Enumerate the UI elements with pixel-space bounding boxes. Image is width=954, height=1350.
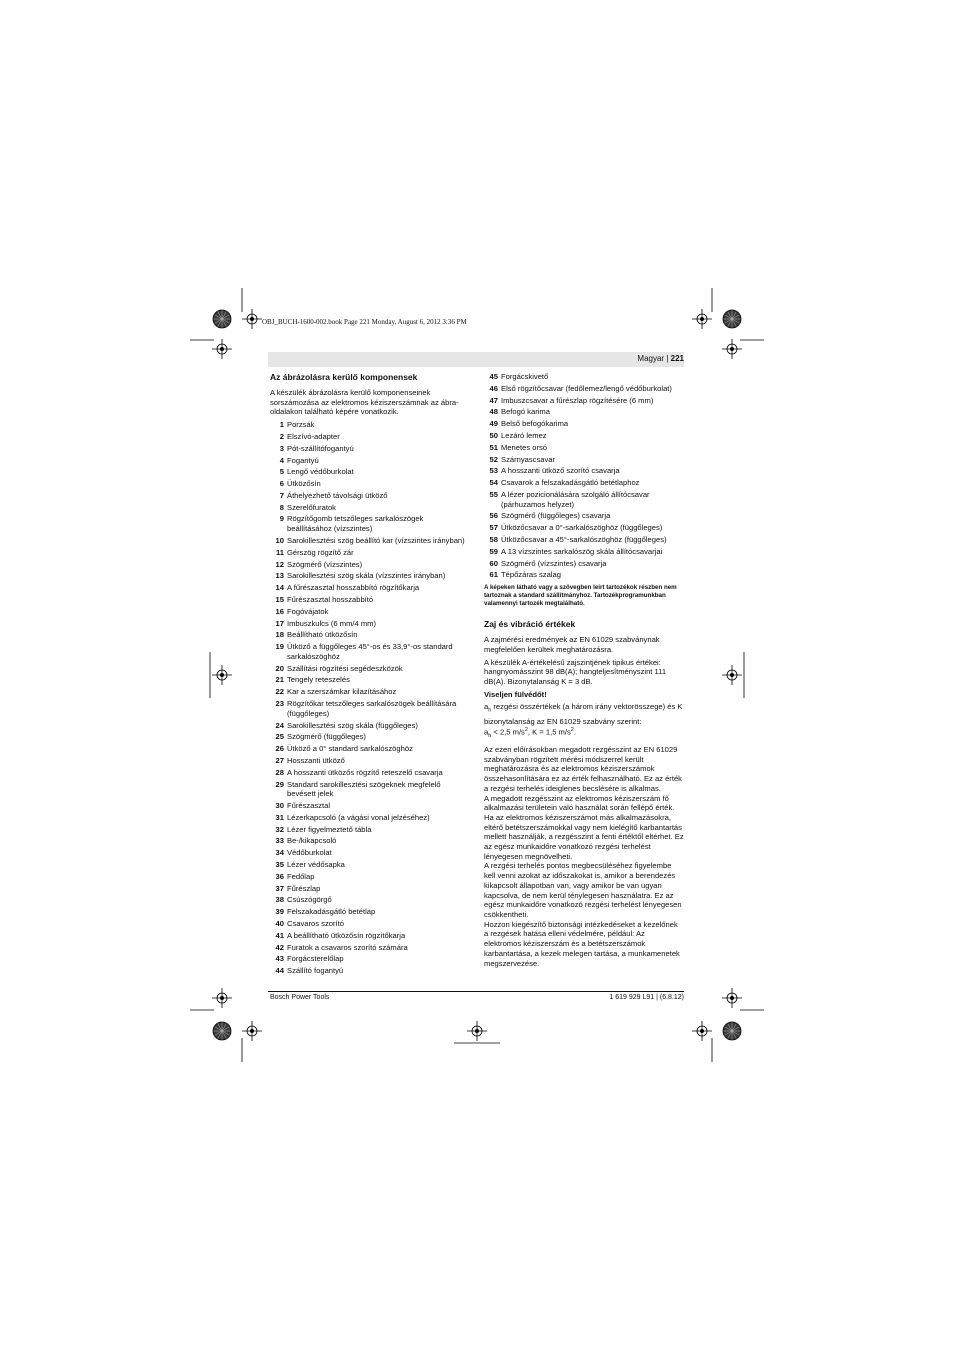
components-heading: Az ábrázolásra kerülő komponensek: [270, 372, 418, 382]
component-item: [270, 491, 470, 501]
component-item: [270, 571, 470, 581]
component-number: 13: [275, 571, 284, 581]
component-item: [270, 919, 470, 929]
component-item: [270, 444, 470, 454]
component-number: 14: [275, 583, 284, 593]
component-item: [270, 756, 470, 766]
component-label: Menetes orsó: [501, 442, 548, 452]
noise-paragraph-5: A megadott rezgésszint az elektromos kéziszerszám fő alkalmazási területein való használat során fellépő érték. Ha az elektromos kéziszerszámot más alkalmazásokra, eltérő betétszerszámokkal vagy nem kielégítő karbantartás mellett használják, a rezgésszint a fenti értéktől eltérhet. Ez az egész munkaidőre vonatkozó rezgési terhelést lényegesen megnövelheti.: [484, 793, 684, 861]
component-number: 21: [275, 675, 284, 685]
color-registration-wheel: [723, 310, 741, 328]
component-item: [270, 560, 470, 570]
component-number: 12: [275, 559, 284, 569]
component-item: [270, 595, 470, 605]
component-number: 2: [279, 431, 284, 441]
component-number: 29: [275, 779, 284, 789]
color-registration-wheel: [723, 1022, 741, 1040]
component-item: [270, 825, 470, 835]
component-number: 53: [489, 466, 498, 476]
component-number: 25: [275, 732, 284, 742]
component-label: Fűrészasztal hosszabbító: [287, 594, 374, 604]
component-number: 8: [279, 502, 284, 512]
component-item: [270, 744, 470, 754]
component-item: [484, 466, 684, 476]
component-number: 10: [275, 535, 284, 545]
component-number: 60: [489, 558, 498, 568]
component-item: [270, 479, 470, 489]
component-list-right: [484, 372, 684, 580]
component-label: Ütközőcsavar a 0°-sarkalószöghöz (függőleges): [501, 523, 663, 533]
component-number: 48: [489, 407, 498, 417]
component-label: Lengő védőburkolat: [287, 467, 354, 477]
component-number: 7: [279, 490, 284, 500]
component-label: Belső befogókarima: [501, 419, 569, 429]
component-item: [270, 884, 470, 894]
component-item: [270, 860, 470, 870]
component-number: 11: [275, 547, 284, 557]
component-number: 16: [275, 606, 284, 616]
noise-paragraph-6: A rezgési terhelés pontos megbecsüléséhez figyelembe kell venni azokat az időszakokat is, amikor a berendezés kikapcsolt állapotban van, vagy amikor be van ugyan kapcsolva, de nem kerül ténylegesen használatra. Ez az egész munkaidőre vonatkozó rezgési terhelést lényegesen csökkentheti.: [484, 861, 682, 919]
registration-crosshair: [692, 309, 712, 329]
component-number: 4: [279, 455, 284, 465]
component-item: [484, 431, 684, 441]
component-label: A beállítható ütközősín rögzítőkarja: [287, 930, 406, 940]
component-number: 22: [275, 687, 284, 697]
component-label: Sarokillesztési szög skála (függőleges): [287, 720, 418, 730]
header-language: Magyar |: [637, 354, 669, 363]
component-label: Kar a szerszámkar kilazításához: [287, 687, 397, 697]
component-item: [484, 547, 684, 557]
component-label: Befogó karima: [501, 407, 550, 417]
component-item: [270, 456, 470, 466]
component-number: 44: [275, 966, 284, 976]
component-number: 24: [275, 720, 284, 730]
noise-paragraph-7: Hozzon kiegészítő biztonsági intézkedéseket a kezelőnek a rezgések hatása elleni védelmére, például: Az elektromos kéziszerszám és a betétszerszámok karbantartása, a kezek melegen tartása, a munkamenetek megszervezése.: [484, 919, 680, 968]
component-number: 34: [275, 848, 284, 858]
component-label: Imbuszcsavar a fűrészlap rögzítésére (6 mm): [501, 395, 654, 405]
component-label: Fogantyú: [287, 455, 319, 465]
component-number: 18: [275, 630, 284, 640]
page-header: [637, 354, 684, 363]
components-intro: A készülék ábrázolásra kerülő komponenseinek sorszámozása az elektromos kéziszerszámnak az ábra-oldalakon található képére vonatkozik.: [270, 388, 459, 417]
component-label: Lézer figyelmeztető tábla: [287, 824, 372, 834]
component-label: Tépőzáras szalag: [501, 570, 561, 580]
component-label: Ütköző a 0° standard sarkalószöghöz: [287, 744, 413, 754]
component-number: 46: [489, 383, 498, 393]
component-number: 30: [275, 801, 284, 811]
component-number: 45: [489, 372, 498, 381]
left-column: [270, 372, 470, 978]
color-registration-wheel: [213, 1022, 231, 1040]
component-number: 17: [275, 618, 284, 628]
registration-crosshair: [212, 339, 232, 359]
component-item: [270, 536, 470, 546]
component-label: Rögzítőkar tetszőleges sarkalószögek beállítására (függőleges): [287, 699, 457, 718]
component-item: [270, 943, 470, 953]
component-label: Szögmérő (vízszintes) csavarja: [501, 558, 607, 568]
component-number: 41: [275, 930, 284, 940]
component-label: Sarokillesztési szög beállító kar (vízszintes irányban): [287, 535, 465, 545]
component-label: A lézer pozicionálására szolgáló állítócsavar (párhuzamos helyzet): [501, 489, 650, 509]
component-label: Ütközősín: [287, 479, 321, 489]
component-number: 19: [275, 642, 284, 652]
component-label: Szállítási rögzítési segédeszközök: [287, 663, 403, 673]
component-item: [484, 407, 684, 417]
component-number: 32: [275, 824, 284, 834]
component-item: [270, 420, 470, 430]
component-item: [484, 443, 684, 453]
component-list-left: [270, 420, 470, 976]
component-number: 42: [275, 942, 284, 952]
component-item: [270, 931, 470, 941]
component-label: Fűrészlap: [287, 883, 321, 893]
hearing-protection-warning: Viseljen fülvédőt!: [484, 689, 547, 699]
component-label: Be-/kikapcsoló: [287, 836, 337, 846]
noise-paragraph-4: Az ezen előírásokban megadott rezgésszint az EN 61029 szabványban rögzített mérési módszerrel került meghatározásra és az elektromos kéziszerszámok összehasonlítására ez az érték felhasználható. Ez az érték a rezgési terhelés ideiglenes becslésére is alkalmas.: [484, 745, 682, 793]
registration-crosshair: [722, 988, 742, 1008]
vibration-values: $a_h$ rezgési összértékek (a három irány vektorösszege) és K bizonytalanság az EN 61029 szabvány szerint: $a_h < 2,5$ $m/s^2$, K = 1,5 $m/s^2$.: [484, 702, 683, 740]
component-item: [484, 372, 684, 382]
print-metadata: OBJ_BUCH-1600-002.book Page 221 Monday, August 6, 2012 3:36 PM: [262, 318, 467, 326]
component-item: [270, 801, 470, 811]
component-label: Áthelyezhető távolsági ütköző: [287, 490, 388, 500]
component-label: Felszakadásgátló betétlap: [287, 907, 376, 917]
component-item: [484, 419, 684, 429]
component-item: [484, 396, 684, 406]
component-number: 51: [489, 442, 498, 452]
component-label: Csúszógörgő: [287, 895, 332, 905]
component-item: [484, 478, 684, 488]
component-number: 36: [275, 871, 284, 881]
component-number: 57: [489, 523, 498, 533]
component-item: [270, 721, 470, 731]
component-label: Szögmérő (függőleges) csavarja: [501, 511, 611, 521]
component-number: 23: [275, 699, 284, 709]
component-item: [270, 872, 470, 882]
component-item: [270, 548, 470, 558]
component-label: Fedőlap: [287, 871, 315, 881]
component-item: [270, 699, 470, 718]
component-item: [270, 768, 470, 778]
component-item: [484, 559, 684, 569]
component-item: [270, 503, 470, 513]
component-label: Porzsák: [287, 420, 315, 430]
component-label: Ütköző a függőleges 45°-os és 33,9°-os standard sarkalószöghöz: [287, 642, 453, 661]
component-label: Fűrészasztal: [287, 801, 331, 811]
registration-crosshair: [467, 1021, 487, 1041]
component-item: [484, 570, 684, 580]
accessories-note: A képeken látható vagy a szövegben leírt tartozékok részben nem tartoznak a standard szállítmányhoz. Tartozékprogramunkban valamennyi tartozék megtalálható.: [484, 584, 677, 608]
component-label: Szögmérő (vízszintes): [287, 559, 363, 569]
component-item: [270, 907, 470, 917]
component-label: Sarokillesztési szög skála (vízszintes irányban): [287, 571, 446, 581]
component-number: 47: [489, 395, 498, 405]
component-item: [270, 675, 470, 685]
component-item: [270, 895, 470, 905]
component-label: A fűrészasztal hosszabbító rögzítőkarja: [287, 583, 420, 593]
component-label: Furatok a csavaros szorító számára: [287, 942, 408, 952]
component-number: 37: [275, 883, 284, 893]
footer-rule: [268, 991, 684, 992]
registration-crosshair: [692, 1021, 712, 1041]
component-label: Hosszanti ütköző: [287, 755, 345, 765]
component-label: Szögmérő (függőleges): [287, 732, 366, 742]
component-label: Csavaros szorító: [287, 919, 344, 928]
component-item: [270, 514, 470, 533]
footer-brand: Bosch Power Tools: [270, 994, 330, 1001]
component-number: 20: [275, 663, 284, 673]
registration-crosshair: [212, 665, 232, 685]
component-number: 3: [279, 443, 284, 453]
component-number: 6: [279, 479, 284, 489]
right-column: [484, 372, 684, 971]
component-number: 15: [275, 594, 284, 604]
component-item: [270, 966, 470, 976]
noise-heading: Zaj és vibráció értékek: [484, 619, 576, 630]
noise-paragraph-1: A zajmérési eredmények az EN 61029 szabványnak megfelelően kerültek meghatározásra.: [484, 635, 660, 654]
header-bar: [268, 352, 684, 367]
footer-document-code: 1 619 929 L91 | (6.8.12): [609, 994, 684, 1001]
noise-paragraph-2: A készülék A-értékelésű zajszintjének tipikus értékei: hangnyomásszint 98 dB(A); hangteljesítményszint 111 dB(A). Bizonytalanság K = 3 dB.: [484, 657, 667, 686]
component-label: Gérszög rögzítő zár: [287, 547, 354, 557]
component-label: A hosszanti ütköző szorító csavarja: [501, 466, 620, 476]
component-label: Ütközőcsavar a 45°-sarkalószöghöz (függőleges): [501, 535, 667, 545]
component-label: Első rögzítőcsavar (fedőlemez/lengő védőburkolat): [501, 383, 672, 393]
registration-crosshair: [722, 339, 742, 359]
component-item: [270, 583, 470, 593]
component-number: 33: [275, 836, 284, 846]
component-number: 35: [275, 860, 284, 870]
component-number: 43: [275, 954, 284, 964]
component-item: [270, 813, 470, 823]
component-label: Lézerkapcsoló (a vágási vonal jelzéséhez): [287, 812, 430, 822]
registration-crosshair: [212, 988, 232, 1008]
component-label: Szállító fogantyú: [287, 966, 344, 976]
component-number: 1: [279, 420, 284, 430]
component-label: Beállítható ütközősín: [287, 630, 358, 640]
component-number: 56: [489, 511, 498, 521]
component-item: [484, 490, 684, 509]
component-label: Lezáró lemez: [501, 430, 547, 440]
component-number: 31: [275, 812, 284, 822]
component-item: [270, 467, 470, 477]
component-number: 49: [489, 419, 498, 429]
component-label: Lézer védősapka: [287, 860, 345, 870]
component-number: 52: [489, 454, 498, 464]
component-label: Szerelőfuratok: [287, 502, 336, 512]
component-label: Fogóvájatok: [287, 606, 329, 616]
component-label: Standard sarokillesztési szögeknek megfelelő bevésett jelek: [287, 779, 441, 799]
component-label: Védőburkolat: [287, 848, 332, 858]
component-number: 5: [279, 467, 284, 477]
component-item: [270, 607, 470, 617]
component-item: [270, 954, 470, 964]
component-label: Szárnyascsavar: [501, 454, 556, 464]
component-item: [270, 642, 470, 661]
component-item: [484, 523, 684, 533]
component-label: Forgácskivető: [501, 372, 549, 381]
component-number: 59: [489, 546, 498, 556]
component-item: [270, 619, 470, 629]
component-item: [484, 535, 684, 545]
component-item: [484, 384, 684, 394]
component-number: 28: [275, 767, 284, 777]
component-item: [270, 432, 470, 442]
component-item: [270, 664, 470, 674]
registration-crosshair: [722, 665, 742, 685]
component-number: 39: [275, 907, 284, 917]
component-item: [270, 836, 470, 846]
component-item: [484, 455, 684, 465]
component-item: [270, 780, 470, 799]
registration-crosshair: [242, 309, 262, 329]
color-registration-wheel: [213, 310, 231, 328]
component-label: A hosszanti ütközős rögzítő reteszelő csavarja: [287, 767, 443, 777]
component-item: [270, 630, 470, 640]
component-number: 50: [489, 430, 498, 440]
component-number: 58: [489, 535, 498, 545]
component-number: 27: [275, 755, 284, 765]
component-label: Imbuszkulcs (6 mm/4 mm): [287, 618, 377, 628]
component-number: 54: [489, 478, 498, 488]
component-item: [270, 687, 470, 697]
component-label: Tengely reteszelés: [287, 675, 350, 685]
registration-crosshair: [242, 1021, 262, 1041]
component-label: Pót-szállítófogantyú: [287, 443, 354, 453]
component-label: Rögzítőgomb tetszőleges sarkalószögek beállításához (vízszintes): [287, 514, 424, 534]
component-label: Forgácsterelőlap: [287, 954, 344, 964]
page-number: 221: [670, 354, 684, 363]
component-number: 61: [489, 570, 498, 580]
component-number: 55: [489, 489, 498, 499]
component-label: Csavarok a felszakadásgátló betétlaphoz: [501, 478, 640, 488]
component-item: [270, 848, 470, 858]
component-number: 26: [275, 744, 284, 754]
component-item: [484, 511, 684, 521]
component-label: A 13 vízszintes sarkalószög skála állítócsavarjai: [501, 546, 663, 556]
component-number: 9: [279, 514, 284, 524]
component-number: 40: [275, 919, 284, 928]
component-item: [270, 732, 470, 742]
component-label: Elszívó-adapter: [287, 431, 340, 441]
component-number: 38: [275, 895, 284, 905]
